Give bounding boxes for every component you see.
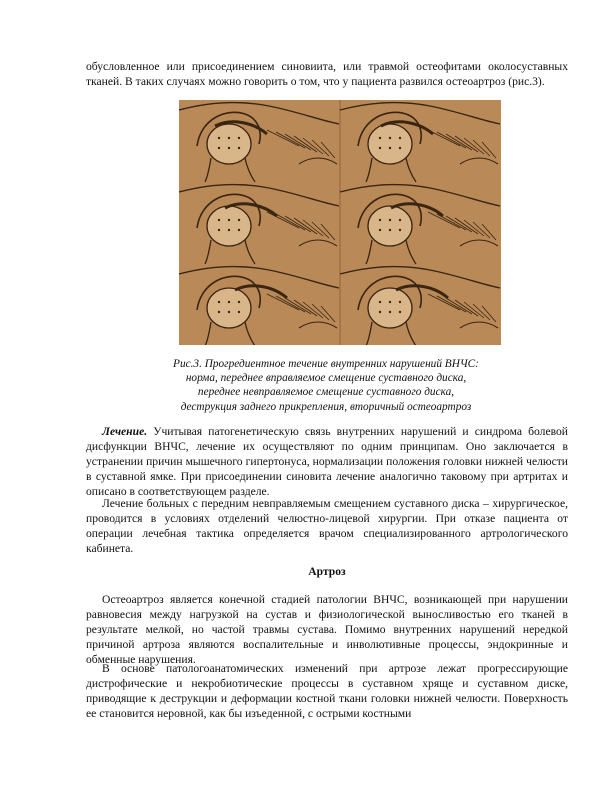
muscle-fiber-line: [437, 132, 466, 148]
condyle-head: [368, 206, 412, 246]
bone-texture-dot: [218, 137, 220, 139]
bone-texture-dot: [218, 311, 220, 313]
bone-texture-dot: [379, 147, 381, 149]
bone-texture-dot: [379, 219, 381, 221]
bone-texture-dot: [218, 229, 220, 231]
muscle-fiber-line: [437, 214, 466, 230]
arthrosis-paragraph-2: В основе патологоанатомических изменений при артрозе лежат прогрессирующие дистрофические и некробиотические процессы в суставном хряще и суставном диске, приводящие к деструкции и деформации костной ткани головки нижней челюсти. Поверхность ее становится неровной, как бы изъеденной, с острыми костными: [86, 662, 568, 720]
bone-texture-dot: [238, 147, 240, 149]
muscle-fiber-line: [267, 130, 299, 146]
bone-texture-dot: [399, 229, 401, 231]
bone-texture-dot: [238, 311, 240, 313]
bone-texture-dot: [389, 137, 391, 139]
caption-line-3: переднее невправляемое смещение суставного диска,: [197, 386, 455, 399]
tmj-sketch-2: [340, 103, 500, 182]
skull-base-line: [179, 185, 339, 206]
muscle-fiber-line: [446, 216, 472, 232]
condyle-head: [207, 288, 251, 328]
muscle-fiber-line: [285, 134, 311, 150]
bone-texture-dot: [228, 147, 230, 149]
tmj-sketch-5: [179, 267, 339, 345]
surgery-paragraph: Лечение больных с передним невправляемым смещением суставного диска – хирургическое, проводится в условиях отделений челюстно-лицевой хирургии. При отказе пациента от операции лечебная тактика определяется врачом специализированного артрологического кабинета.: [86, 497, 568, 555]
bone-texture-dot: [389, 219, 391, 221]
bone-texture-dot: [238, 229, 240, 231]
bone-texture-dot: [228, 137, 230, 139]
bone-texture-dot: [399, 311, 401, 313]
condyle-head: [207, 124, 251, 164]
tmj-illustration-figure: [179, 100, 501, 345]
auditory-canal-line: [299, 322, 337, 328]
muscle-fiber-line: [428, 130, 460, 146]
intro-paragraph: обусловленное или присоединением синовиита, или травмой остеофитами околосуставных тканей. В таких случаях можно говорить о том, что у пациента развился остеоартроз (рис.3).: [86, 60, 568, 88]
muscle-fiber-line: [428, 212, 460, 228]
caption-line-2: норма, переднее вправляемое смещение суставного диска,: [185, 372, 467, 385]
bone-texture-dot: [228, 229, 230, 231]
figure-caption: [120, 357, 532, 414]
tmj-sketch-4: [340, 185, 500, 264]
bone-texture-dot: [389, 147, 391, 149]
bone-texture-dot: [228, 219, 230, 221]
bone-texture-dot: [399, 147, 401, 149]
tmj-sketch-3: [179, 185, 339, 264]
condyle-head: [207, 206, 251, 246]
bone-texture-dot: [399, 301, 401, 303]
section-title-arthrosis: Артроз: [308, 565, 346, 578]
bone-texture-dot: [218, 147, 220, 149]
bone-texture-dot: [389, 301, 391, 303]
condyle-head: [368, 124, 412, 164]
bone-texture-dot: [389, 311, 391, 313]
tmj-sketch-1: [179, 103, 339, 182]
muscle-fiber-line: [276, 296, 305, 312]
caption-line-4: деструкция заднего прикрепления, вторичный остеоартроз: [180, 400, 472, 413]
auditory-canal-line: [299, 240, 337, 246]
auditory-canal-line: [460, 158, 498, 164]
bone-texture-dot: [379, 229, 381, 231]
muscle-fiber-line: [437, 296, 466, 312]
skull-base-line: [179, 103, 339, 124]
muscle-fiber-line: [285, 298, 311, 314]
bone-texture-dot: [238, 137, 240, 139]
bone-texture-dot: [399, 219, 401, 221]
auditory-canal-line: [460, 322, 498, 328]
bone-texture-dot: [218, 219, 220, 221]
muscle-fiber-line: [446, 298, 472, 314]
tmj-illustration-svg: [179, 100, 501, 345]
bone-texture-dot: [379, 311, 381, 313]
bone-texture-dot: [379, 137, 381, 139]
arthrosis-paragraph-1: Остеоартроз является конечной стадией патологии ВНЧС, возникающей при нарушении равновесия между нагрузкой на сустав и физиологической выносливостью его тканей в результате мелкой, но частой травмы сустава. Помимо внутренних нарушений нередкой причиной артроза являются воспалительные и инволютивные процессы, эндокринные и обменные нарушения.: [86, 593, 568, 666]
muscle-fiber-line: [276, 214, 305, 230]
skull-base-line: [340, 103, 500, 124]
auditory-canal-line: [460, 240, 498, 246]
bone-texture-dot: [218, 301, 220, 303]
auditory-canal-line: [299, 158, 337, 164]
skull-base-line: [340, 185, 500, 206]
caption-line-1: Рис.3. Прогредиентное течение внутренних нарушений ВНЧС:: [173, 358, 479, 370]
muscle-fiber-line: [267, 212, 299, 228]
muscle-fiber-line: [446, 134, 472, 150]
bone-texture-dot: [389, 229, 391, 231]
bone-texture-dot: [399, 137, 401, 139]
condyle-head: [368, 288, 412, 328]
bone-texture-dot: [238, 301, 240, 303]
muscle-fiber-line: [276, 132, 305, 148]
tmj-sketch-6: [340, 267, 500, 345]
muscle-fiber-line: [285, 216, 311, 232]
treatment-paragraph: [86, 424, 568, 499]
bone-texture-dot: [379, 301, 381, 303]
bone-texture-dot: [228, 311, 230, 313]
treatment-body: Учитывая патогенетическую связь внутренних нарушений и синдрома болевой дисфункции ВНЧС, лечение их осуществляют по одним принципам. Оно заключается в устранении причин мышечного гипертонуса, нормализации положения головки нижней челюсти в суставной ямке. При присоединении синовита лечение аналогично таковому при артритах и описано в соответствующем разделе.: [86, 425, 568, 498]
bone-texture-dot: [238, 219, 240, 221]
bone-texture-dot: [228, 301, 230, 303]
treatment-lead: Лечение.: [102, 425, 148, 438]
